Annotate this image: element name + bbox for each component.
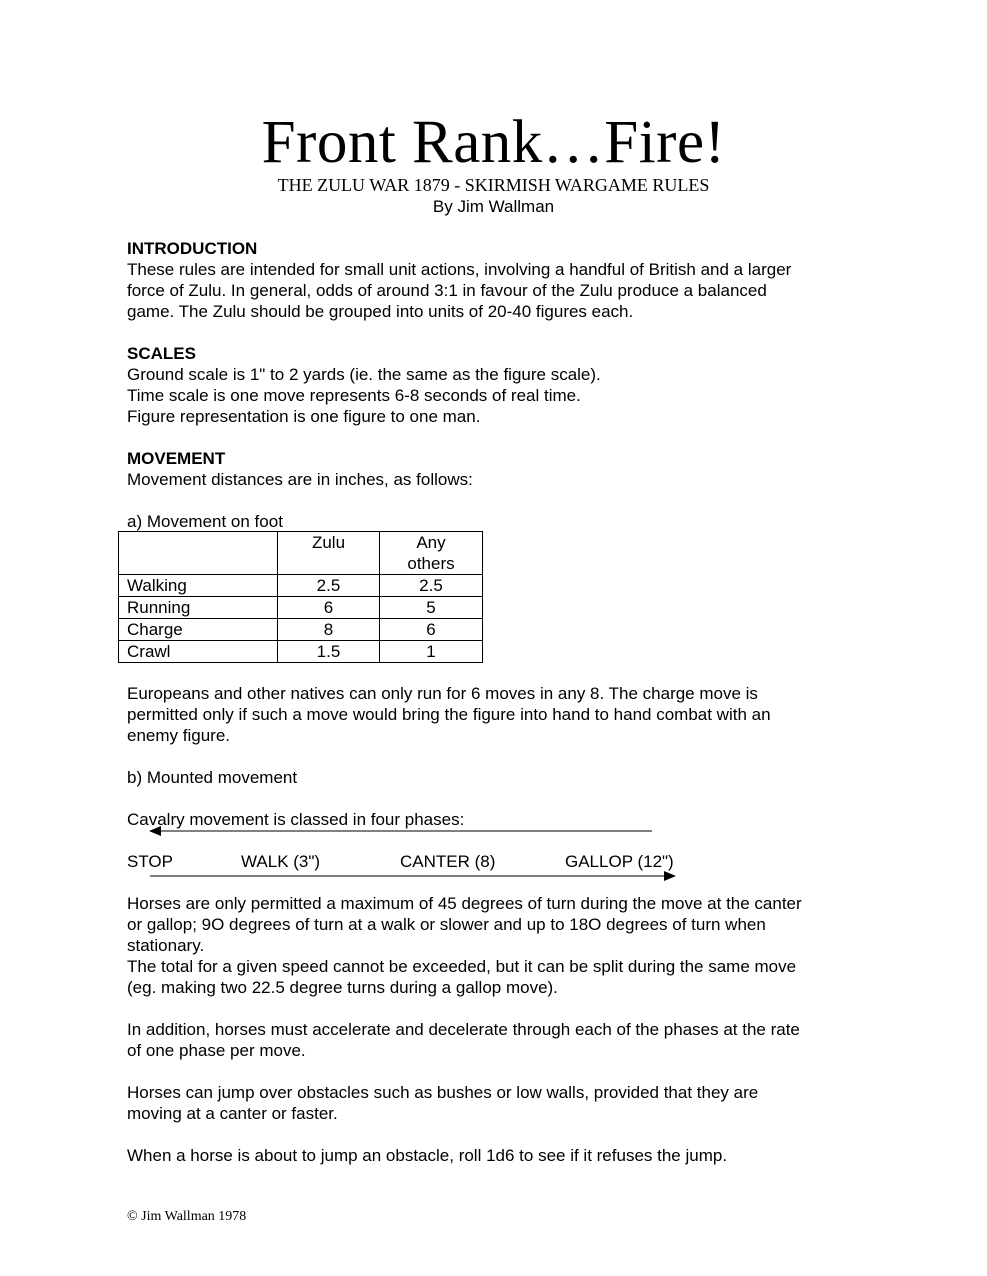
paragraph-line: These rules are intended for small unit actions, involving a handful of British and a larger — [127, 260, 792, 279]
phase-stop: STOP — [127, 852, 173, 871]
jump-paragraph — [127, 1082, 867, 1124]
cavalry-intro: Cavalry movement is classed in four phases: — [127, 810, 465, 829]
horse-turns-paragraph — [127, 893, 867, 998]
mounted-movement-label: b) Mounted movement — [127, 768, 298, 787]
left-arrowhead-icon — [149, 826, 161, 836]
paragraph-line: In addition, horses must accelerate and decelerate through each of the phases at the rate — [127, 1020, 800, 1039]
phase-walk: WALK (3") — [241, 852, 321, 871]
paragraph-line: enemy figure. — [127, 726, 230, 745]
movement-heading: MOVEMENT — [127, 449, 226, 468]
table-cell: 5 — [380, 597, 483, 619]
paragraph-line: Time scale is one move represents 6-8 seconds of real time. — [127, 386, 581, 405]
document-title: Front Rank…Fire! — [261, 109, 726, 176]
paragraph-line: Ground scale is 1" to 2 yards (ie. the same as the figure scale). — [127, 365, 601, 384]
foot-notes-paragraph — [127, 683, 867, 746]
accelerate-paragraph — [127, 1019, 867, 1061]
table-cell: 2.5 — [380, 575, 483, 597]
paragraph-line: Europeans and other natives can only run for 6 moves in any 8. The charge move is — [127, 684, 758, 703]
paragraph-line: The total for a given speed cannot be exceeded, but it can be split during the same move — [127, 957, 797, 976]
introduction-section — [127, 238, 867, 322]
table-row — [119, 575, 483, 597]
paragraph-line: Figure representation is one figure to one man. — [127, 407, 481, 426]
foot-movement-label: a) Movement on foot — [127, 512, 283, 531]
document-author: By Jim Wallman — [432, 197, 555, 216]
paragraph-line: or gallop; 9O degrees of turn at a walk or slower and up to 18O degrees of turn when — [127, 915, 766, 934]
table-cell: Crawl — [119, 641, 278, 663]
table-cell: 2.5 — [278, 575, 380, 597]
refuse-paragraph: When a horse is about to jump an obstacle, roll 1d6 to see if it refuses the jump. — [127, 1146, 728, 1165]
table-header-cell: Zulu — [278, 532, 380, 575]
document-subtitle: THE ZULU WAR 1879 - SKIRMISH WARGAME RULES — [277, 175, 710, 195]
table-cell: 8 — [278, 619, 380, 641]
phase-gallop: GALLOP (12") — [565, 852, 674, 871]
table-cell: 6 — [278, 597, 380, 619]
table-cell: 1.5 — [278, 641, 380, 663]
paragraph-line: Movement distances are in inches, as follows: — [127, 470, 473, 489]
paragraph-line: Horses are only permitted a maximum of 45 degrees of turn during the move at the canter — [127, 894, 802, 913]
paragraph-line: Horses can jump over obstacles such as bushes or low walls, provided that they are — [127, 1083, 759, 1102]
paragraph-line: permitted only if such a move would bring the figure into hand to hand combat with an — [127, 705, 771, 724]
phase-canter: CANTER (8) — [400, 852, 496, 871]
table-cell: Charge — [119, 619, 278, 641]
copyright-footer: © Jim Wallman 1978 — [127, 1209, 247, 1224]
table-row — [119, 641, 483, 663]
movement-section — [127, 448, 867, 490]
right-arrowhead-icon — [664, 871, 676, 881]
table-cell: 1 — [380, 641, 483, 663]
scales-section — [127, 343, 867, 427]
table-header-row — [119, 532, 483, 575]
table-cell: Walking — [119, 575, 278, 597]
paragraph-line: moving at a canter or faster. — [127, 1104, 338, 1123]
paragraph-line: force of Zulu. In general, odds of around 3:1 in favour of the Zulu produce a balanced — [127, 281, 767, 300]
scales-heading: SCALES — [127, 344, 196, 363]
foot-movement-table — [118, 531, 483, 663]
table-header-cell: Any others — [380, 532, 483, 575]
table-row — [119, 619, 483, 641]
paragraph-line: game. The Zulu should be grouped into units of 20-40 figures each. — [127, 302, 634, 321]
table-header-cell — [119, 532, 278, 575]
paragraph-line: stationary. — [127, 936, 205, 955]
table-cell: 6 — [380, 619, 483, 641]
table-row — [119, 597, 483, 619]
table-cell: Running — [119, 597, 278, 619]
paragraph-line: (eg. making two 22.5 degree turns during a gallop move). — [127, 978, 558, 997]
paragraph-line: of one phase per move. — [127, 1041, 306, 1060]
introduction-heading: INTRODUCTION — [127, 239, 258, 258]
